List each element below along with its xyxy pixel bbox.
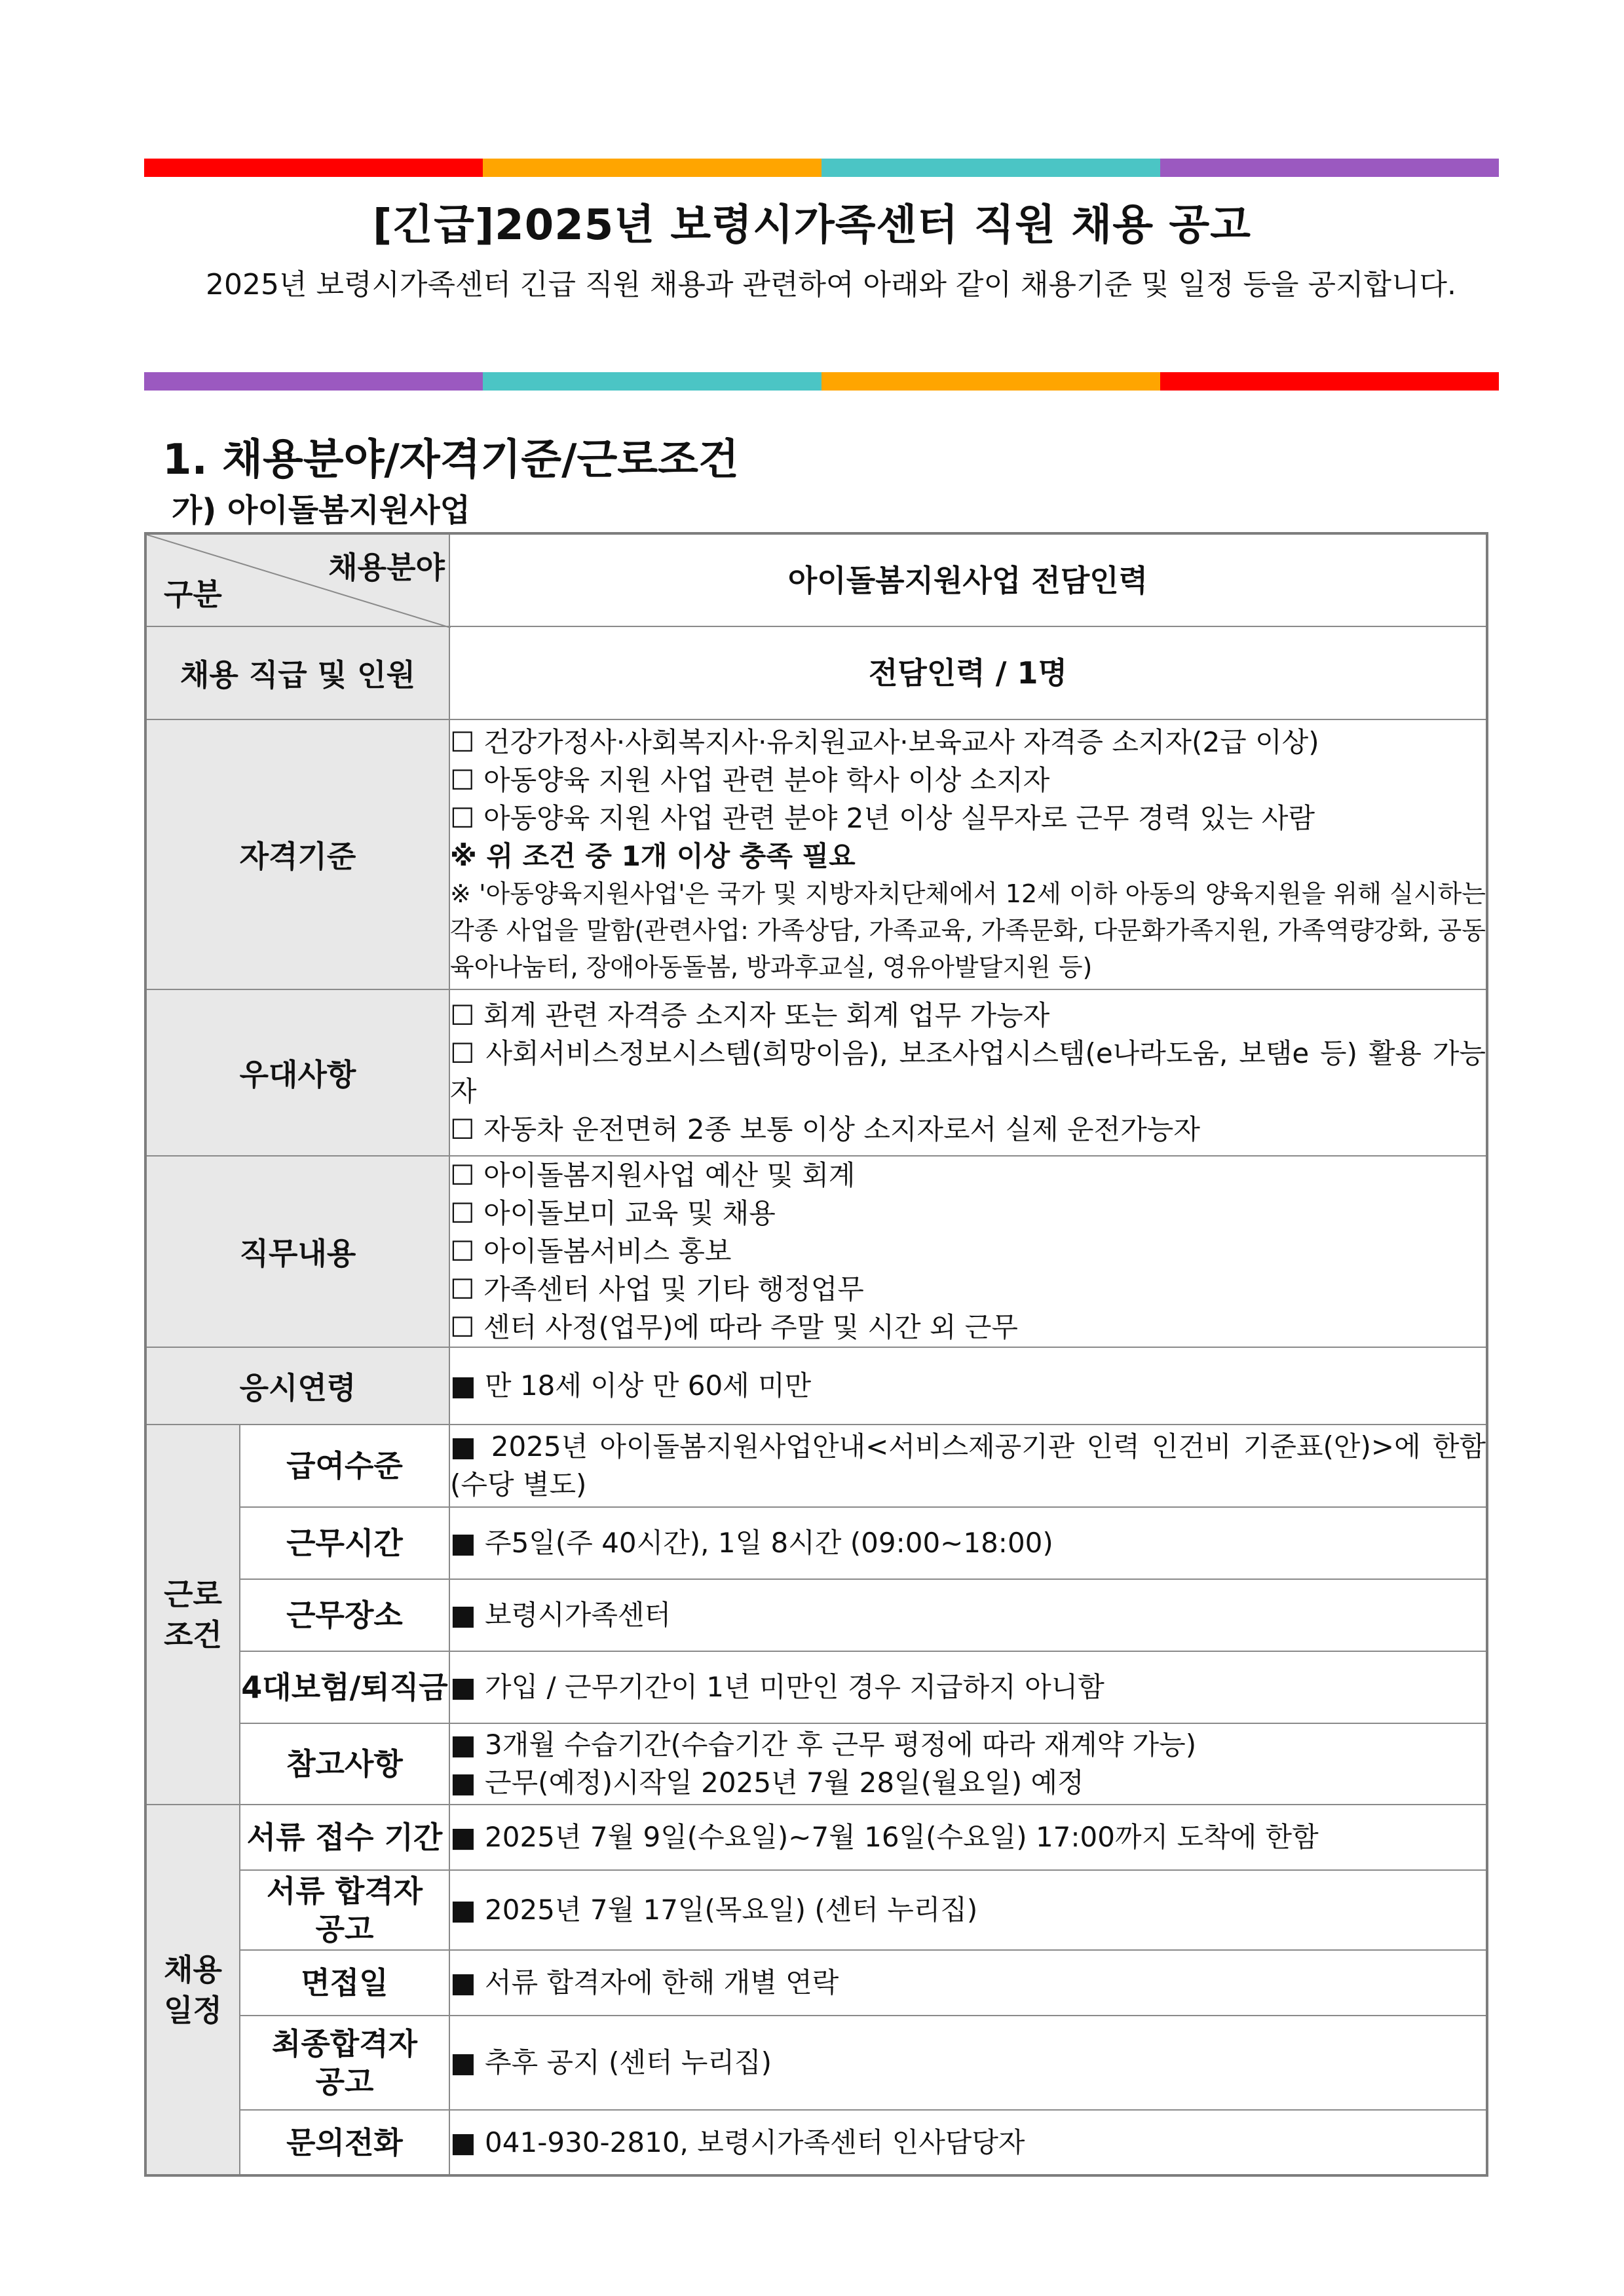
rank-label: 채용 직급 및 인원 (145, 626, 449, 719)
notes-line: ■ 3개월 수습기간(수습기간 후 근무 평정에 따라 재계약 가능) (450, 1729, 1197, 1761)
table-row-salary (145, 1425, 1487, 1507)
table-row-field (145, 533, 1487, 626)
working-conditions-label-line: 근로 (164, 1577, 222, 1612)
top-color-stripe (144, 159, 1499, 177)
stripe-segment-1 (144, 159, 483, 177)
preference-line: ☐ 자동차 운전면허 2종 보통 이상 소지자로서 실제 운전가능자 (450, 1113, 1200, 1145)
schedule-group-label (145, 1805, 240, 2175)
duties-line: ☐ 센터 사정(업무)에 따라 주말 및 시간 외 근무 (450, 1311, 1018, 1343)
working-conditions-group-label (145, 1425, 240, 1805)
duties-line: ☐ 아이돌보미 교육 및 채용 (450, 1197, 776, 1229)
qualification-value (449, 719, 1487, 989)
table-row-work-place (145, 1579, 1487, 1651)
work-hours-value: ■ 주5일(주 40시간), 1일 8시간 (09:00~18:00) (449, 1507, 1487, 1579)
stripe-segment-2 (483, 159, 821, 177)
interview-label: 면접일 (240, 1950, 449, 2016)
insurance-label: 4대보험/퇴직금 (240, 1651, 449, 1723)
final-result-label-line: 공고 (315, 2064, 374, 2099)
contact-value: ■ 041-930-2810, 보령시가족센터 인사담당자 (449, 2110, 1487, 2175)
work-hours-label: 근무시간 (240, 1507, 449, 1579)
corner-label-category: 구분 (164, 577, 222, 612)
qualification-label: 자격기준 (145, 719, 449, 989)
final-result-label (240, 2016, 449, 2110)
duties-line: ☐ 아이돌봄지원사업 예산 및 회계 (450, 1159, 856, 1191)
corner-header-cell (145, 533, 449, 626)
document-result-value: ■ 2025년 7월 17일(목요일) (센터 누리집) (449, 1870, 1487, 1950)
qualification-line: ☐ 아동양육 지원 사업 관련 분야 학사 이상 소지자 (450, 764, 1050, 796)
final-result-value: ■ 추후 공지 (센터 누리집) (449, 2016, 1487, 2110)
qualification-note: ※ '아동양육지원사업'은 국가 및 지방자치단체에서 12세 이하 아동의 양육지원을 위해 실시하는 각종 사업을 말함(관련사업: 가족상담, 가족교육, 가족문화, 다문화가족지원, 가족역량강화, 공동육아나눔터, 장애아동돌봄, 방과후교실, 영유아발달지원 등) (450, 879, 1486, 982)
preference-label: 우대사항 (145, 989, 449, 1156)
duties-value (449, 1156, 1487, 1347)
notes-label: 참고사항 (240, 1723, 449, 1805)
field-value: 아이돌봄지원사업 전담인력 (449, 533, 1487, 626)
stripe-segment-1 (144, 372, 483, 391)
application-period-label: 서류 접수 기간 (240, 1805, 449, 1870)
notes-value (449, 1723, 1487, 1805)
duties-line: ☐ 아이돌봄서비스 홍보 (450, 1235, 732, 1267)
table-row-notes (145, 1723, 1487, 1805)
salary-value: ■ 2025년 아이돌봄지원사업안내<서비스제공기관 인력 인건비 기준표(안)>에 한함(수당 별도) (449, 1425, 1487, 1507)
bottom-color-stripe (144, 372, 1499, 391)
contact-label: 문의전화 (240, 2110, 449, 2175)
stripe-segment-4 (1160, 372, 1499, 391)
preference-value (449, 989, 1487, 1156)
table-row-qualification (145, 719, 1487, 989)
intro-paragraph: 2025년 보령시가족센터 긴급 직원 채용과 관련하여 아래와 같이 채용기준 및 일정 등을 공지합니다. (206, 268, 1456, 301)
duties-line: ☐ 가족센터 사업 및 기타 행정업무 (450, 1273, 864, 1305)
notes-line: ■ 근무(예정)시작일 2025년 7월 28일(월요일) 예정 (450, 1767, 1084, 1799)
work-place-value: ■ 보령시가족센터 (449, 1579, 1487, 1651)
table-row-insurance (145, 1651, 1487, 1723)
qualification-line: ☐ 아동양육 지원 사업 관련 분야 2년 이상 실무자로 근무 경력 있는 사람 (450, 802, 1315, 834)
preference-line: ☐ 사회서비스정보시스템(희망이음), 보조사업시스템(e나라도움, 보탬e 등) 활용 가능자 (450, 1037, 1486, 1107)
qualification-line: ☐ 건강가정사·사회복지사·유치원교사·보육교사 자격증 소지자(2급 이상) (450, 726, 1319, 758)
table-row-duties (145, 1156, 1487, 1347)
corner-label-field: 채용분야 (328, 550, 445, 585)
table-row-age (145, 1347, 1487, 1425)
insurance-value: ■ 가입 / 근무기간이 1년 미만인 경우 지급하지 아니함 (449, 1651, 1487, 1723)
preference-line: ☐ 회계 관련 자격증 소지자 또는 회계 업무 가능자 (450, 999, 1050, 1031)
table-row-application-period (145, 1805, 1487, 1870)
age-label: 응시연령 (145, 1347, 449, 1425)
stripe-segment-4 (1160, 159, 1499, 177)
table-row-work-hours (145, 1507, 1487, 1579)
application-period-value: ■ 2025년 7월 9일(수요일)~7월 16일(수요일) 17:00까지 도착에 한함 (449, 1805, 1487, 1870)
stripe-segment-3 (821, 372, 1160, 391)
section-title: 1. 채용분야/자격기준/근로조건 (162, 436, 739, 484)
final-result-label-line: 최종합격자 (271, 2026, 418, 2061)
stripe-segment-2 (483, 372, 821, 391)
schedule-label-line: 일정 (164, 1992, 222, 2028)
document-result-label-line: 서류 합격자 (266, 1873, 423, 1909)
schedule-label-line: 채용 (164, 1951, 222, 1987)
table-row-rank (145, 626, 1487, 719)
rank-value: 전담인력 / 1명 (449, 626, 1487, 719)
work-place-label: 근무장소 (240, 1579, 449, 1651)
salary-label: 급여수준 (240, 1425, 449, 1507)
stripe-segment-3 (821, 159, 1160, 177)
page-title: [긴급]2025년 보령시가족센터 직원 채용 공고 (373, 201, 1251, 250)
document-result-label (240, 1870, 449, 1950)
recruitment-table (144, 532, 1488, 2177)
document-result-label-line: 공고 (315, 1911, 374, 1947)
table-row-final-result (145, 2016, 1487, 2110)
qualification-condition: ※ 위 조건 중 1개 이상 충족 필요 (450, 840, 856, 872)
interview-value: ■ 서류 합격자에 한해 개별 연락 (449, 1950, 1487, 2016)
table-row-contact (145, 2110, 1487, 2175)
age-value: ■ 만 18세 이상 만 60세 미만 (449, 1347, 1487, 1425)
table-row-interview (145, 1950, 1487, 2016)
subsection-title: 가) 아이돌봄지원사업 (172, 492, 470, 529)
duties-label: 직무내용 (145, 1156, 449, 1347)
table-row-document-result (145, 1870, 1487, 1950)
table-row-preference (145, 989, 1487, 1156)
working-conditions-label-line: 조건 (164, 1617, 222, 1653)
